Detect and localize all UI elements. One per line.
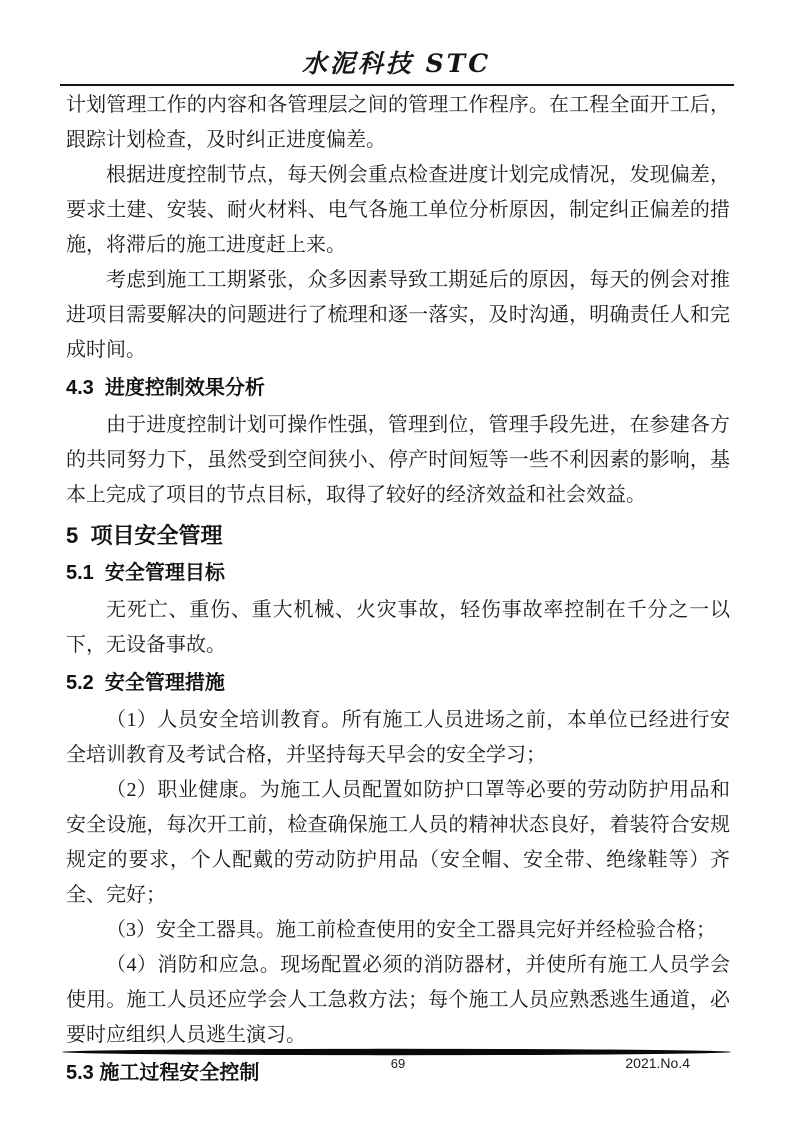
body-paragraph: （4）消防和应急。现场配置必须的消防器材，并使所有施工人员学会使用。施工人员还应学会人工急救方法；每个施工人员应熟悉逃生通道，必要时应组织人员逃生演习。 — [66, 954, 730, 1046]
header-rule — [60, 84, 734, 86]
issue-label: 2021.No.4 — [625, 1055, 690, 1071]
body-paragraph: 考虑到施工工期紧张，众多因素导致工期延后的原因，每天的例会对推进项目需要解决的问题进行了梳理和逐一落实，及时沟通，明确责任人和完成时间。 — [66, 269, 730, 361]
body-paragraph: 由于进度控制计划可操作性强，管理到位，管理手段先进，在参建各方的共同努力下，虽然受到空间狭小、停产时间短等一些不利因素的影响，基本上完成了项目的节点目标，取得了较好的经济效益和社会效益。 — [66, 414, 730, 506]
body-paragraph: 计划管理工作的内容和各管理层之间的管理工作程序。在工程全面开工后，跟踪计划检查，及时纠正进度偏差。 — [66, 94, 730, 151]
page-body — [66, 88, 730, 1093]
body-paragraph: （1）人员安全培训教育。所有施工人员进场之前，本单位已经进行安全培训教育及考试合格，并坚持每天早会的安全学习； — [66, 709, 730, 766]
body-paragraph: 根据进度控制节点，每天例会重点检查进度计划完成情况，发现偏差，要求土建、安装、耐火材料、电气各施工单位分析原因，制定纠正偏差的措施，将滞后的施工进度赶上来。 — [66, 164, 730, 256]
page-number: 69 — [390, 1056, 406, 1071]
body-paragraph: （2）职业健康。为施工人员配置如防护口罩等必要的劳动防护用品和安全设施，每次开工前，检查确保施工人员的精神状态良好，着装符合安规规定的要求，个人配戴的劳动防护用品（安全帽、安全带、绝缘鞋等）齐全、完好； — [66, 779, 730, 906]
section-heading-5-1: 5.1 安全管理目标 — [66, 562, 225, 584]
body-paragraph: 无死亡、重伤、重大机械、火灾事故，轻伤事故率控制在千分之一以下，无设备事故。 — [66, 599, 730, 656]
journal-title: 水泥科技 STC — [301, 49, 492, 78]
section-heading-5-2: 5.2 安全管理措施 — [66, 672, 225, 694]
section-heading-4-3: 4.3 进度控制效果分析 — [66, 377, 265, 399]
section-heading-5-3: 5.3 施工过程安全控制 — [66, 1062, 260, 1084]
section-heading-5: 5 项目安全管理 — [66, 523, 223, 548]
body-paragraph: （3）安全工器具。施工前检查使用的安全工器具完好并经检验合格； — [106, 919, 716, 941]
